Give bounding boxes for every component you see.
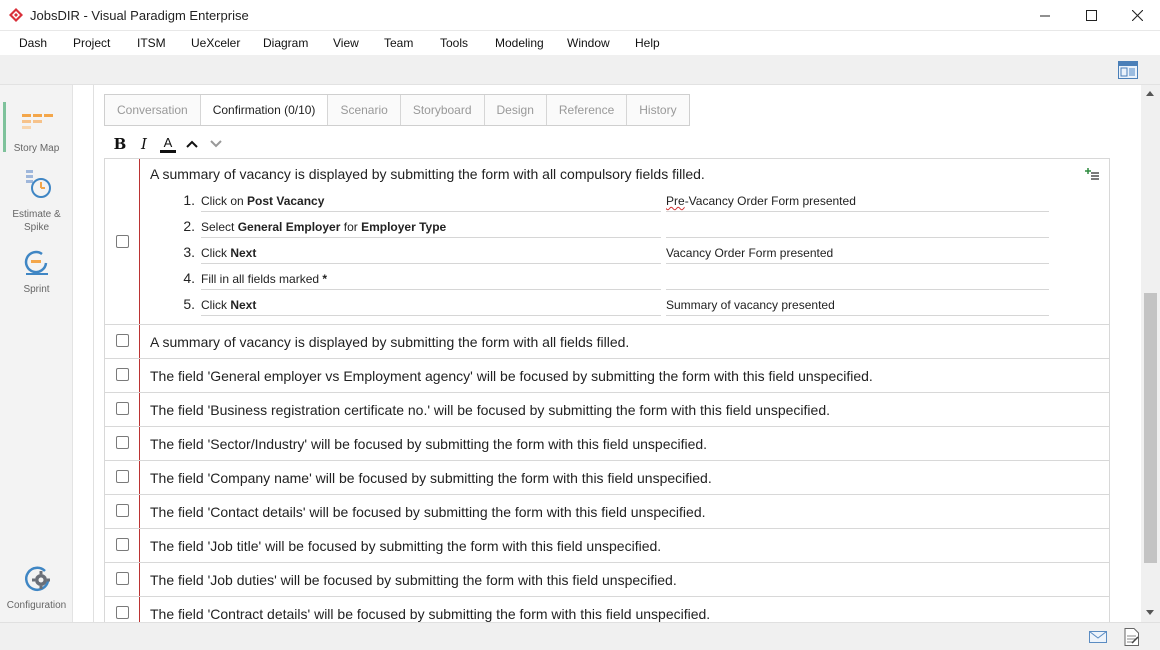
menu-dash[interactable]: Dash [19, 36, 48, 50]
sidebar-item-estimate-spike[interactable] [0, 168, 73, 234]
tab-conversation[interactable]: Conversation [105, 95, 201, 125]
menu-diagram[interactable]: Diagram [263, 36, 309, 50]
acceptance-criteria-list [104, 158, 1110, 622]
sidebar-item-configuration[interactable] [0, 561, 73, 612]
step-number: 4. [183, 270, 195, 286]
criterion-text[interactable]: The field 'Company name' will be focused by submitting the form with this field unspecified. [150, 470, 712, 486]
step-list [167, 189, 1067, 319]
criterion-text[interactable]: The field 'Job title' will be focused by submitting the form with this field unspecified. [150, 538, 662, 554]
window-title: JobsDIR - Visual Paradigm Enterprise [30, 8, 249, 23]
criterion-text[interactable]: A summary of vacancy is displayed by submitting the form with all fields filled. [150, 334, 630, 350]
sidebar-item-label: Estimate & Spike [12, 209, 61, 233]
menu-bar [0, 31, 1160, 55]
criterion-checkbox[interactable] [116, 572, 129, 585]
margin-line [139, 529, 140, 562]
tab-design[interactable]: Design [485, 95, 547, 125]
panel-divider [93, 85, 94, 622]
configuration-gear-icon [20, 561, 54, 593]
story-map-icon [20, 112, 54, 136]
criterion-text[interactable]: The field 'Job duties' will be focused by submitting the form with this field unspecified. [150, 572, 677, 588]
step-number: 3. [183, 244, 195, 260]
step-expected-result[interactable]: Vacancy Order Form presented [666, 241, 1049, 264]
chevron-down-icon [209, 139, 223, 149]
step-action[interactable]: Select General Employer for Employer Type [201, 215, 661, 238]
step-number: 2. [183, 218, 195, 234]
move-down-button[interactable] [204, 134, 228, 154]
criterion-row [104, 529, 1110, 563]
criterion-row [104, 597, 1110, 622]
criterion-checkbox[interactable] [116, 538, 129, 551]
criterion-checkbox[interactable] [116, 436, 129, 449]
minimize-icon [1040, 10, 1051, 21]
toolbar [0, 55, 1160, 85]
text-color-button[interactable]: A [160, 136, 176, 153]
estimate-spike-icon [20, 168, 54, 202]
add-steps-icon[interactable] [1085, 168, 1099, 180]
criterion-row [104, 563, 1110, 597]
vertical-scrollbar[interactable] [1141, 85, 1160, 622]
story-tabs [104, 94, 690, 126]
tab-scenario[interactable]: Scenario [328, 95, 400, 125]
document-icon[interactable] [1124, 628, 1139, 646]
menu-uexceler[interactable]: UeXceler [191, 36, 241, 50]
tab-storyboard[interactable]: Storyboard [401, 95, 485, 125]
menu-project[interactable]: Project [73, 36, 111, 50]
criterion-text[interactable]: The field 'Sector/Industry' will be focused by submitting the form with this field unspecified. [150, 436, 708, 452]
step-expected-result[interactable]: Pre-Vacancy Order Form presented [666, 189, 1049, 212]
margin-line [139, 461, 140, 494]
step-row [167, 189, 1067, 215]
criterion-checkbox[interactable] [116, 504, 129, 517]
move-up-button[interactable] [180, 134, 204, 154]
criterion-checkbox[interactable] [116, 334, 129, 347]
chevron-up-icon [185, 139, 199, 149]
menu-window[interactable]: Window [567, 36, 610, 50]
step-expected-result[interactable] [666, 267, 1049, 290]
tab-reference[interactable]: Reference [547, 95, 627, 125]
close-button[interactable] [1114, 0, 1160, 31]
menu-team[interactable]: Team [384, 36, 414, 50]
criterion-text[interactable]: A summary of vacancy is displayed by submitting the form with all compulsory fields filled. [150, 166, 705, 182]
menu-help[interactable]: Help [635, 36, 660, 50]
criterion-checkbox[interactable] [116, 470, 129, 483]
margin-line [139, 597, 140, 622]
criterion-checkbox[interactable] [116, 606, 129, 619]
scrollbar-thumb[interactable] [1144, 293, 1157, 563]
criterion-text[interactable]: The field 'Contract details' will be focused by submitting the form with this field unspecified. [150, 606, 711, 622]
step-expected-result[interactable]: Summary of vacancy presented [666, 293, 1049, 316]
margin-line [139, 159, 140, 324]
scroll-down-icon[interactable] [1146, 610, 1154, 615]
maximize-button[interactable] [1068, 0, 1114, 31]
margin-line [139, 427, 140, 460]
tab-history[interactable]: History [627, 95, 688, 125]
margin-line [139, 325, 140, 358]
margin-line [139, 359, 140, 392]
criterion-row [104, 158, 1110, 325]
mail-icon[interactable] [1089, 631, 1107, 643]
title-bar [0, 0, 1160, 31]
minimize-button[interactable] [1022, 0, 1068, 31]
criterion-checkbox[interactable] [116, 368, 129, 381]
criterion-row [104, 359, 1110, 393]
left-sidebar [0, 85, 73, 622]
sidebar-item-label: Configuration [6, 600, 67, 611]
status-bar [0, 622, 1160, 650]
bold-button[interactable]: B [113, 135, 127, 153]
menu-modeling[interactable]: Modeling [495, 36, 544, 50]
maximize-icon [1086, 10, 1097, 21]
step-action[interactable]: Click Next [201, 293, 661, 316]
step-row [167, 267, 1067, 293]
step-row [167, 215, 1067, 241]
step-row [167, 293, 1067, 319]
sidebar-item-label: Story Map [13, 143, 60, 154]
sidebar-item-story-map[interactable] [0, 112, 73, 155]
menu-tools[interactable]: Tools [440, 36, 469, 50]
user-story-editor [73, 85, 1141, 622]
visual-paradigm-logo-icon [9, 8, 23, 22]
sprint-icon [20, 249, 54, 277]
criterion-text[interactable]: The field 'Contact details' will be focused by submitting the form with this field unspecified. [150, 504, 706, 520]
format-toolbar [108, 134, 228, 154]
italic-button[interactable]: I [141, 135, 147, 153]
margin-line [139, 563, 140, 596]
criterion-checkbox[interactable] [116, 235, 129, 248]
criterion-checkbox[interactable] [116, 402, 129, 415]
step-number: 1. [183, 192, 195, 208]
sidebar-item-label: Sprint [23, 284, 50, 295]
menu-itsm[interactable]: ITSM [137, 36, 166, 50]
scroll-up-icon[interactable] [1146, 91, 1154, 96]
close-icon [1132, 10, 1143, 21]
margin-line [139, 393, 140, 426]
criterion-row [104, 427, 1110, 461]
criterion-row [104, 461, 1110, 495]
step-row [167, 241, 1067, 267]
sidebar-item-sprint[interactable] [0, 249, 73, 296]
step-action[interactable]: Fill in all fields marked * [201, 267, 661, 290]
step-number: 5. [183, 296, 195, 312]
margin-line [139, 495, 140, 528]
step-expected-result[interactable] [666, 215, 1049, 238]
criterion-row [104, 393, 1110, 427]
criterion-row [104, 325, 1110, 359]
criterion-text[interactable]: The field 'General employer vs Employment agency' will be focused by submitting the form with this field unspecified. [150, 368, 873, 384]
step-action[interactable]: Click Next [201, 241, 661, 264]
layout-toggle-icon[interactable] [1118, 61, 1138, 79]
criterion-text[interactable]: The field 'Business registration certificate no.' will be focused by submitting the form with this field unspecified. [150, 402, 831, 418]
criterion-row [104, 495, 1110, 529]
menu-view[interactable]: View [333, 36, 359, 50]
step-action[interactable]: Click on Post Vacancy [201, 189, 661, 212]
tab-confirmation[interactable]: Confirmation (0/10) [201, 95, 329, 125]
